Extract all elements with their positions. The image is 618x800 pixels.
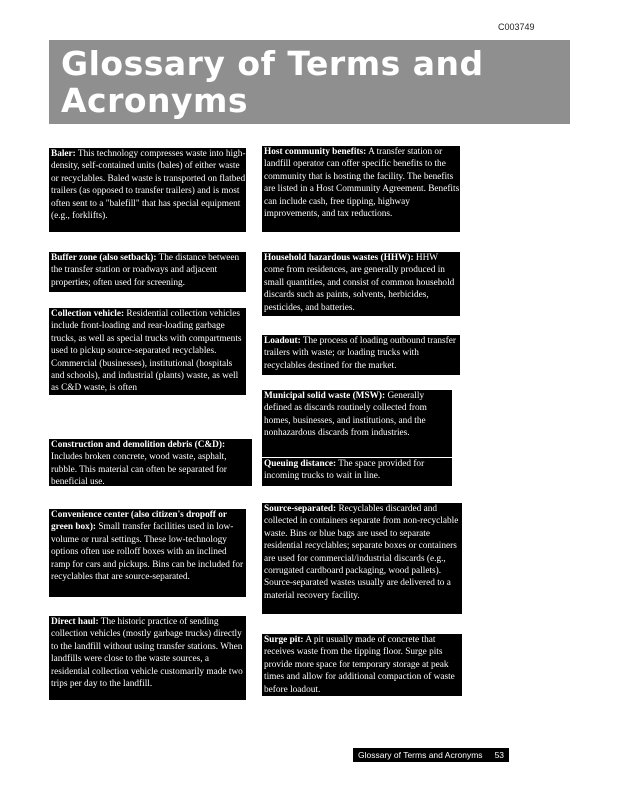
glossary-definition: Small transfer facilities used in low-volume or rural settings. These low-technology options often use rolloff boxes with an inclined ramp for cars and pickups. Bins can be included for recyclables that are source-separated.	[51, 522, 244, 583]
glossary-term: Surge pit:	[264, 635, 304, 645]
glossary-term: Collection vehicle:	[51, 309, 125, 319]
glossary-entry-source-separated	[262, 503, 462, 614]
glossary-term: Municipal solid waste (MSW):	[264, 391, 386, 401]
glossary-entry-household-hazardous-wastes	[262, 252, 460, 316]
glossary-definition: The historic practice of sending collection vehicles (mostly garbage trucks) directly to the landfill without using transfer stations. When landfills were close to the waste sources, a residential collection vehicle customarily made two trips per day to the landfill.	[51, 617, 243, 690]
glossary-entry-baler	[49, 148, 246, 232]
glossary-term: Construction and demolition debris (C&D):	[51, 440, 226, 450]
page-title-line-1: Glossary of Terms and	[61, 44, 484, 83]
glossary-term: Source-separated:	[264, 504, 337, 514]
glossary-entry-municipal-solid-waste	[262, 390, 452, 457]
glossary-definition: Includes broken concrete, wood waste, asphalt, rubble. This material can often be separated for beneficial use.	[51, 452, 227, 486]
glossary-term: Buffer zone (also setback):	[51, 253, 157, 263]
glossary-entry-host-community-benefits	[262, 146, 460, 232]
glossary-term: Convenience center (also citizen's dropoff or green box):	[51, 510, 227, 533]
glossary-definition: A transfer station or landfill operator can offer specific benefits to the community that is hosting the facility. The benefits are listed in a Host Community Agreement. Benefits can include cash, free tipping, highway improvements, and tax reductions.	[264, 147, 460, 220]
glossary-entry-construction-debris	[49, 439, 252, 486]
glossary-term: Host community benefits:	[264, 147, 367, 157]
glossary-definition: The process of loading outbound transfer trailers with waste; or loading trucks with recyclables destined for the market.	[264, 336, 456, 371]
glossary-definition: The distance between the transfer station or roadways and adjacent properties; often used for screening.	[51, 253, 240, 288]
document-code: C003749	[498, 22, 535, 32]
glossary-term: Loadout:	[264, 336, 301, 346]
glossary-definition: Generally defined as discards routinely collected from homes, businesses, and institutions, and the nonhazardous discards from industries.	[264, 391, 427, 439]
glossary-term: Baler:	[51, 149, 76, 159]
glossary-definition: A pit usually made of concrete that receives waste from the tipping floor. Surge pits provide more space for temporary storage at peak times and allow for additional compaction of waste before loadout.	[264, 635, 455, 695]
glossary-entry-surge-pit	[262, 634, 462, 696]
glossary-definition: This technology compresses waste into high-density, self-contained units (bales) of either waste or recyclables. Baled waste is transported on flatbed trailers (as opposed to transfer trailers) and is most often sent to a "balefill" that has special equipment (e.g., forklifts).	[51, 149, 246, 222]
page-number: 53	[494, 750, 505, 760]
glossary-entry-buffer-zone	[49, 252, 246, 292]
page-title-line-2: Acronyms	[61, 81, 249, 120]
glossary-definition: The space provided for incoming trucks to wait in line.	[264, 459, 425, 482]
glossary-entry-loadout	[262, 335, 460, 375]
glossary-definition: HHW come from residences, are generally produced in small quantities, and consist of common household discards such as paints, solvents, herbicides, pesticides, and batteries.	[264, 253, 455, 313]
page-footer	[353, 748, 509, 762]
glossary-term: Queuing distance:	[264, 459, 337, 469]
page-title	[49, 40, 570, 124]
glossary-definition: Recyclables discarded and collected in containers separate from non-recyclable waste. Bins or blue bags are used to separate residential recyclables; separate boxes or containers are used for commercial/industrial discards (e.g., corrugated cardboard packaging, wood pallets). Source-separated wastes usually are delivered to a material recovery facility.	[264, 504, 459, 601]
glossary-entry-convenience-center	[49, 509, 246, 597]
glossary-entry-queuing-distance	[262, 458, 452, 486]
glossary-entry-direct-haul	[49, 616, 246, 700]
glossary-term: Direct haul:	[51, 617, 99, 627]
glossary-term: Household hazardous wastes (HHW):	[264, 253, 414, 263]
footer-section-name: Glossary of Terms and Acronyms	[358, 750, 483, 760]
glossary-entry-collection-vehicle	[49, 308, 246, 395]
glossary-definition: Residential collection vehicles include front-loading and rear-loading garbage trucks, as well as special trucks with compartments used to pickup source-separated recyclables. Commercial (businesses), institutional (hospitals and schools), and industrial (plants) waste, as well as C&D waste, is often	[51, 309, 242, 394]
